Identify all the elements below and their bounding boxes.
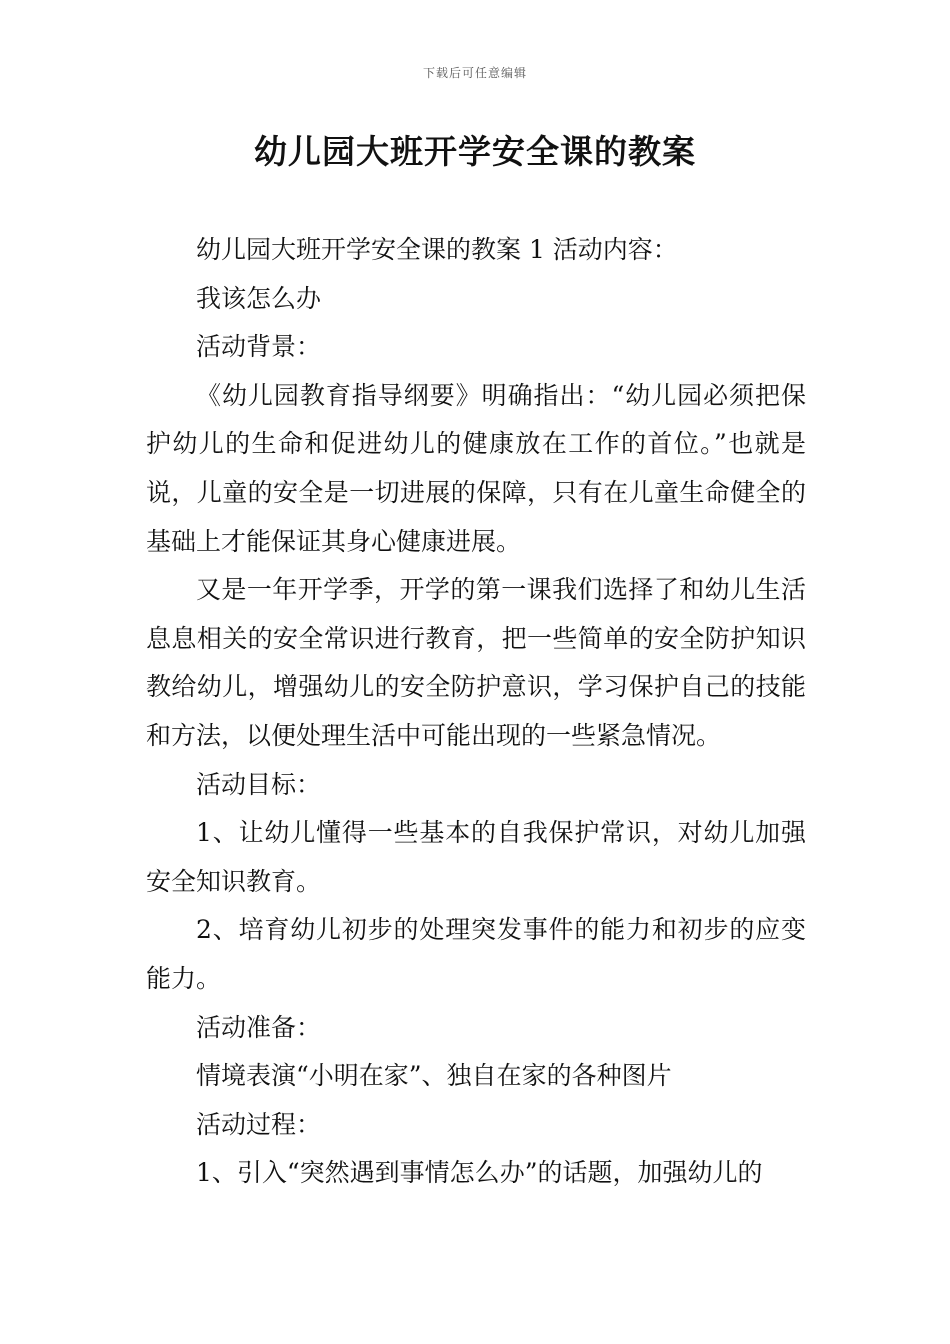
paragraph-process-1: 1、引入“突然遇到事情怎么办”的话题，加强幼儿的 xyxy=(196,1158,763,1188)
section-heading-preparation: 活动准备： xyxy=(196,1012,322,1042)
paragraph-background-1: 《幼儿园教育指导纲要》明确指出：“幼儿园必须把保护幼儿的生命和促进幼儿的健康放在工作的首位。”也就是说，儿童的安全是一切进展的保障，只有在儿童生命健全的基础上才能保证其身心健康进展。 xyxy=(146,380,806,556)
header-note: 下载后可任意编辑 xyxy=(422,66,527,80)
paragraph-intro: 幼儿园大班开学安全课的教案 1 活动内容： xyxy=(196,235,678,264)
section-heading-goals: 活动目标： xyxy=(196,769,322,799)
section-heading-process: 活动过程： xyxy=(196,1109,322,1139)
paragraph-goal-1: 1、让幼儿懂得一些基本的自我保护常识，对幼儿加强安全知识教育。 xyxy=(146,818,806,896)
section-heading-background: 活动背景： xyxy=(196,332,322,362)
document-title: 幼儿园大班开学安全课的教案 xyxy=(254,132,696,171)
document-body xyxy=(146,226,806,1198)
paragraph-goal-2: 2、培育幼儿初步的处理突发事件的能力和初步的应变能力。 xyxy=(146,915,806,993)
paragraph-preparation: 情境表演“小明在家”、独自在家的各种图片 xyxy=(196,1061,672,1091)
paragraph-topic: 我该怎么办 xyxy=(196,283,322,313)
paragraph-background-2: 又是一年开学季，开学的第一课我们选择了和幼儿生活息息相关的安全常识进行教育，把一些简单的安全防护知识教给幼儿，增强幼儿的安全防护意识，学习保护自己的技能和方法，以便处理生活中可能出现的一些紧急情况。 xyxy=(146,575,806,750)
